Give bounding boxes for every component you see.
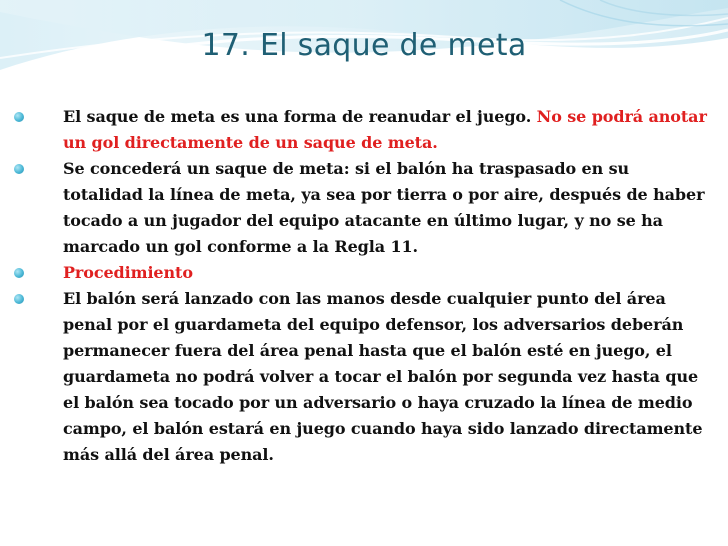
bullet-list [14,104,714,468]
bullet-text: El saque de meta es una forma de reanudar el juego. [63,107,537,126]
section-heading-procedimiento: Procedimiento [63,263,193,282]
round-bullet-icon [14,268,24,278]
round-bullet-icon [14,294,24,304]
bullet-item [14,104,714,156]
bullet-text: Se concederá un saque de meta: si el balón ha traspasado en su totalidad la línea de meta, ya sea por tierra o por aire, después de haber tocado a un jugador del equipo atacante en último lugar, y no se ha marcado un gol conforme a la Regla 11. [63,159,705,256]
round-bullet-icon [14,112,24,122]
bullet-item [14,286,714,468]
bullet-highlight-text: No se podrá anotar un gol directamente de un saque de meta. [63,107,707,152]
bullet-item [14,260,714,286]
bullet-text: El balón será lanzado con las manos desde cualquier punto del área penal por el guardameta del equipo defensor, los adversarios deberán permanecer fuera del área penal hasta que el balón esté en juego, el guardameta no podrá volver a tocar el balón por segunda vez hasta que el balón sea tocado por un adversario o haya cruzado la línea de medio campo, el balón estará en juego cuando haya sido lanzado directamente más allá del área penal. [63,289,703,464]
slide-title: 17. El saque de meta [201,28,527,63]
round-bullet-icon [14,164,24,174]
bullet-item [14,156,714,260]
